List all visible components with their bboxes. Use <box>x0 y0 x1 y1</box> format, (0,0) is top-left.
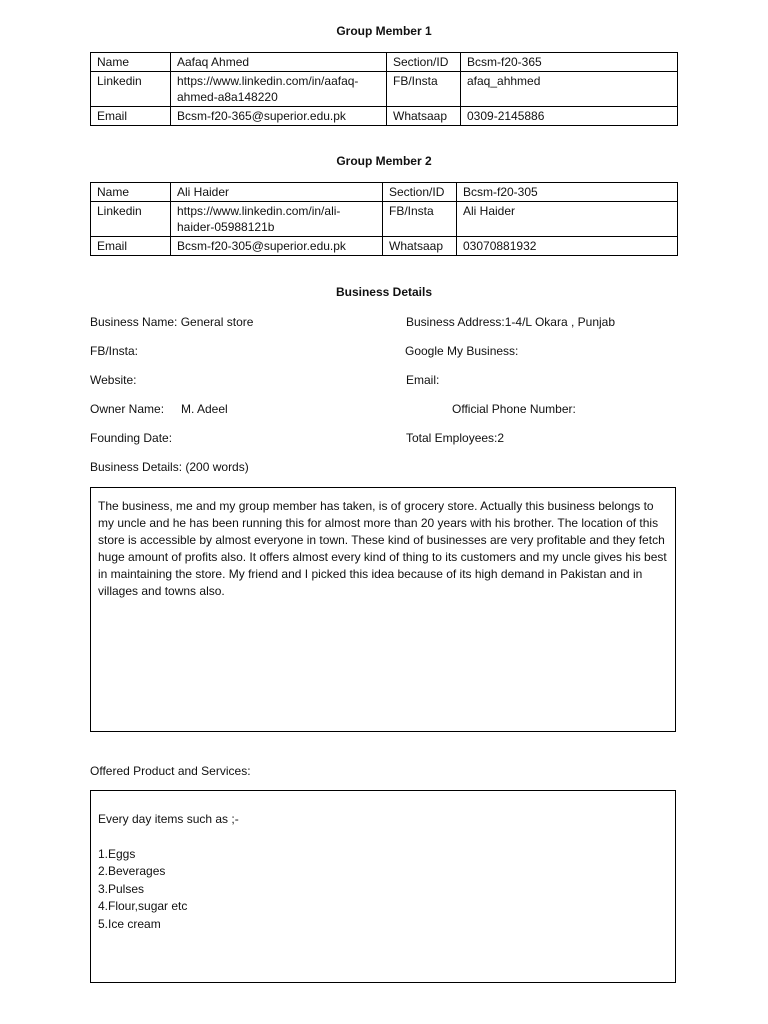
whatsapp-label: Whatsaap <box>387 107 461 126</box>
name-value: Ali Haider <box>171 183 383 202</box>
fb-insta-label: FB/Insta <box>387 72 461 107</box>
google-my-business-field: Google My Business: <box>405 344 519 358</box>
founding-date-field: Founding Date: <box>90 431 173 445</box>
email-value: Bcsm-f20-365@superior.edu.pk <box>171 107 387 126</box>
linkedin-line: https://www.linkedin.com/in/ali- <box>177 204 341 218</box>
offered-products-box <box>90 790 676 983</box>
whatsapp-label: Whatsaap <box>383 237 457 256</box>
products-intro: Every day items such as ;- <box>98 812 239 826</box>
email-value: Bcsm-f20-305@superior.edu.pk <box>171 237 383 256</box>
fb-insta-field: FB/Insta: <box>90 344 139 358</box>
linkedin-line: ahmed-a8a148220 <box>177 90 278 104</box>
fb-insta-value: afaq_ahhmed <box>461 72 678 107</box>
table-row <box>91 237 678 256</box>
business-details-box <box>90 487 676 732</box>
table-row <box>91 183 678 202</box>
website-field: Website: <box>90 373 137 387</box>
linkedin-label: Linkedin <box>91 202 171 237</box>
table-row <box>91 202 678 237</box>
linkedin-value <box>171 72 387 107</box>
table-row <box>91 107 678 126</box>
products-list <box>91 791 675 933</box>
linkedin-line: https://www.linkedin.com/in/aafaq- <box>177 74 359 88</box>
offered-products-label: Offered Product and Services: <box>90 764 251 778</box>
list-item: 2.Beverages <box>98 864 166 878</box>
name-label: Name <box>91 53 171 72</box>
table-row <box>91 53 678 72</box>
business-details-text: The business, me and my group member has taken, is of grocery store. Actually this business belongs to my uncle and he has been running this for almost more than 20 years with his brother. The location of this store is accessible by almost everyone in town. These kind of businesses are very profitable and they fetch huge amount of profits also. It offers almost every kind of thing to its customers and my uncle gives his best in maintaining the store. My friend and I picked this idea because of its high demand in Pakistan and in villages and towns also. <box>98 499 667 598</box>
list-item: 5.Ice cream <box>98 916 161 931</box>
linkedin-value <box>171 202 383 237</box>
owner-name-value: M. Adeel <box>181 402 228 416</box>
total-employees-field: Total Employees:2 <box>406 431 505 445</box>
section-value: Bcsm-f20-365 <box>461 53 678 72</box>
email-label: Email <box>91 107 171 126</box>
business-address: Business Address:1-4/L Okara , Punjab <box>406 315 616 329</box>
list-item: 1.Eggs <box>98 846 136 861</box>
group-member-2-table <box>90 182 678 256</box>
fb-insta-label: FB/Insta <box>383 202 457 237</box>
whatsapp-value: 03070881932 <box>457 237 678 256</box>
linkedin-line: haider-05988121b <box>177 220 275 234</box>
business-name: Business Name: General store <box>90 315 254 329</box>
business-details-title: Business Details <box>335 285 433 299</box>
list-item: 3.Pulses <box>98 881 145 896</box>
group-member-1-title: Group Member 1 <box>336 24 432 38</box>
owner-name-label: Owner Name: <box>90 402 165 416</box>
email-field: Email: <box>406 373 440 387</box>
list-item: 4.Flour,sugar etc <box>98 899 188 913</box>
name-value: Aafaq Ahmed <box>171 53 387 72</box>
table-row <box>91 72 678 107</box>
section-label: Section/ID <box>387 53 461 72</box>
group-member-1-table <box>90 52 678 126</box>
business-details-label: Business Details: (200 words) <box>90 460 249 474</box>
official-phone-field: Official Phone Number: <box>452 402 576 416</box>
fb-insta-value: Ali Haider <box>457 202 678 237</box>
whatsapp-value: 0309-2145886 <box>461 107 678 126</box>
email-label: Email <box>91 237 171 256</box>
group-member-2-title: Group Member 2 <box>336 154 432 168</box>
section-value: Bcsm-f20-305 <box>457 183 678 202</box>
name-label: Name <box>91 183 171 202</box>
section-label: Section/ID <box>383 183 457 202</box>
linkedin-label: Linkedin <box>91 72 171 107</box>
